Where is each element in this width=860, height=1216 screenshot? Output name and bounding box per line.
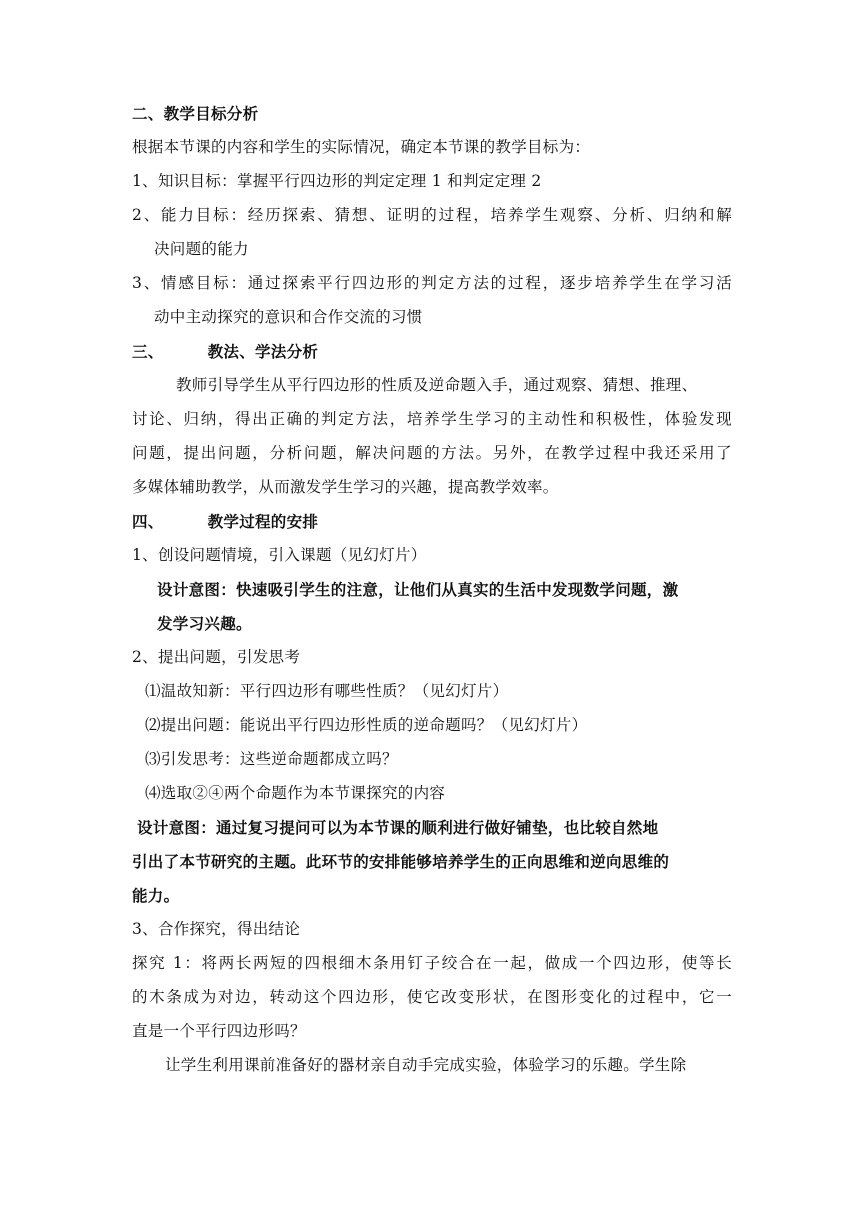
list-item-2: 2、能力目标：经历探索、猜想、证明的过程，培养学生观察、分析、归纳和解 [132, 206, 732, 224]
step-heading-3: 3、合作探究，得出结论 [132, 920, 301, 938]
list-item-3: 3、情感目标：通过探索平行四边形的判定方法的过程，逐步培养学生在学习活 [132, 274, 732, 292]
sub-item-3: ⑶引发思考：这些逆命题都成立吗？ [145, 750, 398, 768]
paragraph-line: 多媒体辅助教学，从而激发学生学习的兴趣，提高教学效率。 [132, 478, 559, 496]
design-intent-line: 发学习兴趣。 [157, 614, 252, 633]
paragraph-line: 讨论、归纳，得出正确的判定方法，培养学生学习的主动性和积极性，体验发现 [132, 410, 732, 428]
section-heading-3 [132, 340, 732, 363]
design-intent-line: 设计意图：通过复习提问可以为本节课的顺利进行做好铺垫，也比较自然地 [137, 818, 659, 837]
sub-item-2: ⑵提出问题：能说出平行四边形性质的逆命题吗？（见幻灯片） [145, 716, 588, 734]
step-heading-1: 1、创设问题情境，引入课题（见幻灯片） [132, 546, 427, 564]
design-intent-line: 引出了本节研究的主题。此环节的安排能够培养学生的正向思维和逆向思维的 [132, 852, 670, 871]
design-intent-line: 设计意图：快速吸引学生的注意，让他们从真实的生活中发现数学问题，激 [157, 580, 679, 599]
paragraph-line: 根据本节课的内容和学生的实际情况，确定本节课的教学目标为： [132, 138, 591, 156]
design-intent-line: 能力。 [132, 886, 180, 905]
exploration-line: 直是一个平行四边形吗？ [132, 1022, 306, 1040]
section-number-3: 三、 [132, 342, 164, 361]
list-item-1: 1、知识目标：掌握平行四边形的判定定理 1 和判定定理 2 [132, 172, 542, 190]
exploration-line: 探究 1：将两长两短的四根细木条用钉子绞合在一起，做成一个四边形，使等长 [132, 954, 732, 972]
section-number-4: 四、 [132, 512, 164, 531]
section-heading-2: 二、教学目标分析 [132, 104, 259, 123]
paragraph-line: 让学生利用课前准备好的器材亲自动手完成实验，体验学习的乐趣。学生除 [165, 1056, 687, 1074]
section-title-4: 教学过程的安排 [207, 512, 319, 531]
list-item-3-cont: 动中主动探究的意识和合作交流的习惯 [154, 308, 423, 326]
paragraph-line: 教师引导学生从平行四边形的性质及逆命题入手，通过观察、猜想、推理、 [176, 376, 698, 394]
sub-item-1: ⑴温故知新：平行四边形有哪些性质？（见幻灯片） [145, 682, 509, 700]
exploration-line: 的木条成为对边，转动这个四边形，使它改变形状，在图形变化的过程中，它一 [132, 988, 732, 1006]
list-item-2-cont: 决问题的能力 [154, 240, 249, 258]
sub-item-4: ⑷选取②④两个命题作为本节课探究的内容 [145, 784, 446, 802]
section-title-3: 教法、学法分析 [207, 342, 319, 361]
paragraph-line: 问题，提出问题，分析问题，解决问题的方法。另外，在教学过程中我还采用了 [132, 444, 732, 462]
document-page [132, 102, 732, 1088]
section-heading-4 [132, 510, 732, 533]
step-heading-2: 2、提出问题，引发思考 [132, 648, 301, 666]
